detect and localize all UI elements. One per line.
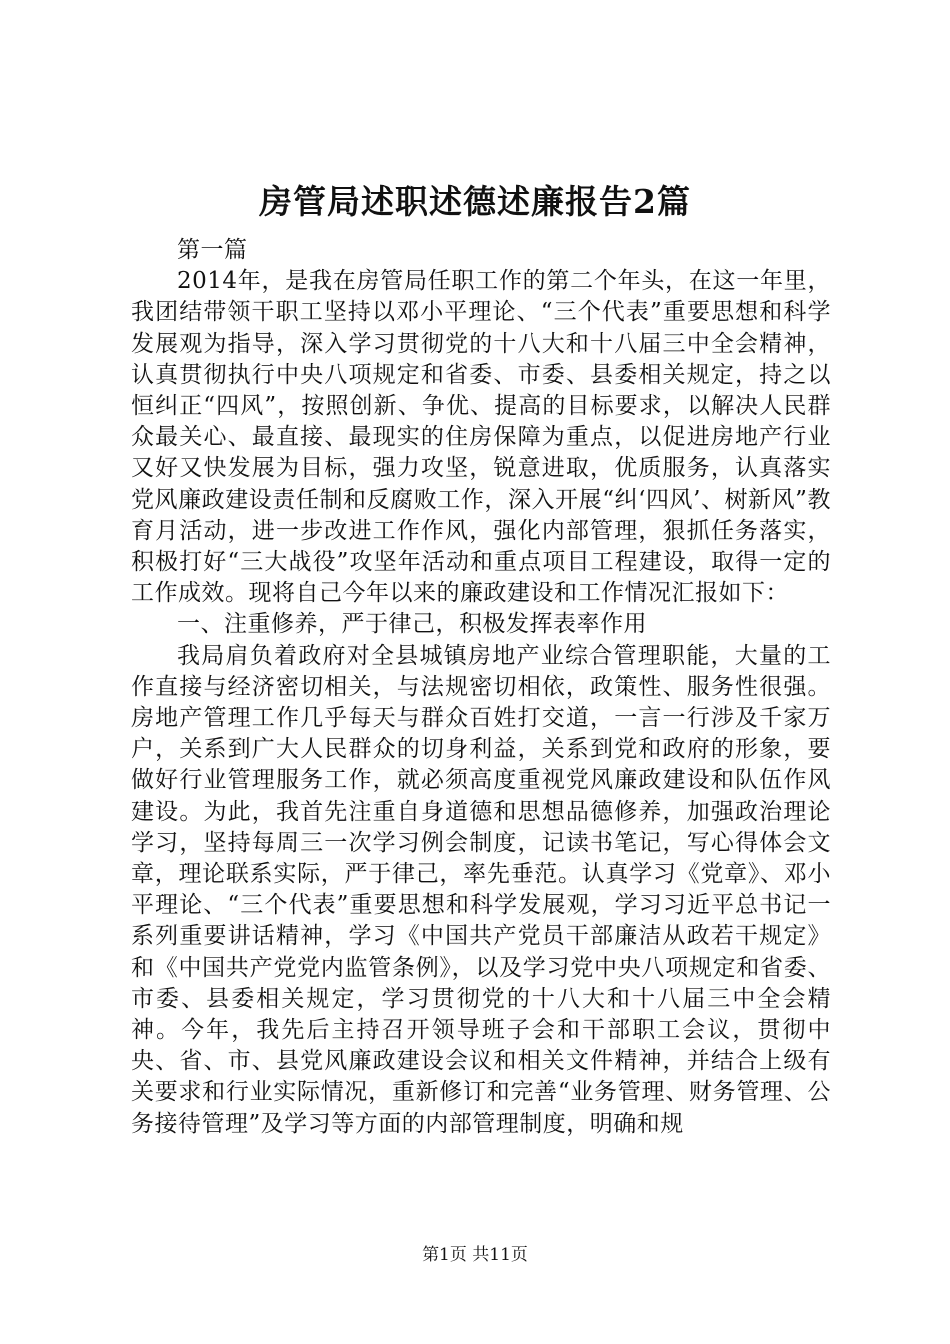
paragraph: 2014年，是我在房管局任职工作的第二个年头，在这一年里，我团结带领干职工坚持以邓小平理论、“三个代表”重要思想和科学发展观为指导，深入学习贯彻党的十八大和十八届三中全会精神，认真贯彻执行中央八项规定和省委、市委、县委相关规定，持之以恒纠正“四风”，按照创新、争优、提高的目标要求，以解决人民群众最关心、最直接、最现实的住房保障为重点，以促进房地产行业又好又快发展为目标，强力攻坚，锐意进取，优质服务，认真落实党风廉政建设责任制和反腐败工作，深入开展“纠‘四风’、树新风”教育月活动，进一步改进工作作风，强化内部管理，狠抓任务落实，积极打好“三大战役”攻坚年活动和重点项目工程建设，取得一定的工作成效。现将自己今年以来的廉政建设和工作情况汇报如下： — [131, 268, 831, 607]
document-title: 房管局述职述德述廉报告2篇 — [259, 182, 691, 221]
paragraph: 我局肩负着政府对全县城镇房地产业综合管理职能，大量的工作直接与经济密切相关，与法规密切相依，政策性、服务性很强。房地产管理工作几乎每天与群众百姓打交道，一言一行涉及千家万户，关系到广大人民群众的切身利益，关系到党和政府的形象，要做好行业管理服务工作，就必须高度重视党风廉政建设和队伍作风建设。为此，我首先注重自身道德和思想品德修养，加强政治理论学习，坚持每周三一次学习例会制度，记读书笔记，写心得体会文章，理论联系实际，严于律己，率先垂范。认真学习《党章》、邓小平理论、“三个代表”重要思想和科学发展观，学习习近平总书记一系列重要讲话精神，学习《中国共产党员干部廉洁从政若干规定》和《中国共产党党内监管条例》，以及学习党中央八项规定和省委、市委、县委相关规定，学习贯彻党的十八大和十八届三中全会精神。今年，我先后主持召开领导班子会和干部职工会议，贯彻中央、省、市、县党风廉政建设会议和相关文件精神，并结合上级有关要求和行业实际情况，重新修订和完善“业务管理、财务管理、公务接待管理”及学习等方面的内部管理制度，明确和规 — [131, 642, 831, 1137]
document-body — [131, 235, 831, 1140]
section-heading: 第一篇 — [177, 237, 248, 263]
page-footer: 第1页 共11页 — [422, 1245, 528, 1265]
subsection-heading: 一、注重修养，严于律己，积极发挥表率作用 — [177, 611, 647, 638]
